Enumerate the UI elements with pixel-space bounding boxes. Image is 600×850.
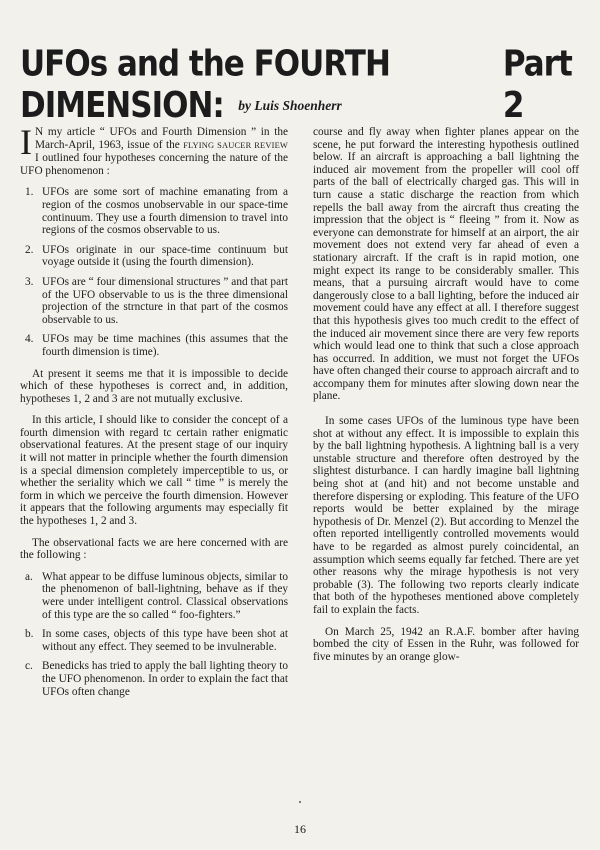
intro-text-a: N my article “ UFOs and Fourth Dimension ” in the March-April, 1963, issue of the: [35, 126, 288, 151]
paragraph-continued: course and fly away when fighter planes appear on the scene, he put forward the interesting hypothesis outlined below. If an aircraft is approaching a ball lightning the induced air movement from the propeller will cool off parts of the ball of electrically charged gas. This will in turn cause a static discharge the reaction from which repells the ball away from the aircraft thus creating the impression that the object is “ fleeing ” from it. Now as everyone can demonstrate for himself at an airport, the air movement does not extend very far ahead of even a stationary aircraft. If the craft is in rapid motion, one might expect its range to be considerably smaller. This means, that a pursuing aircraft would have to come dangerously close to a ball lighting, before the induced air movement could have any effect at all. I therefore suggest that this hypothesis gives too much credit to the effect of the induced air movement since there are very few reports which would lead one to think that such a close approach has occurred. In addition, we must not forget the UFOs have often changed their course to approach aircraft and to accompany them for minutes after slowing down near the plane.: [313, 126, 579, 403]
list-item: [20, 660, 288, 698]
intro-paragraph: [20, 122, 289, 177]
intro-text-b: I outlined four hypotheses concerning the nature of the UFO phenomenon :: [20, 152, 288, 177]
paragraph-march: On March 25, 1942 an R.A.F. bomber after having bombed the city of Essen in the Ruhr, was followed for five minutes by an orange glow-: [313, 625, 579, 663]
print-speck: [299, 801, 301, 803]
list-letter: c.: [25, 660, 33, 673]
list-text: UFOs may be time machines (this assumes that the fourth dimension is time).: [42, 333, 288, 358]
hypotheses-list: [20, 186, 288, 358]
drop-cap: I: [20, 122, 32, 162]
page-number: 16: [294, 822, 306, 836]
magazine-name: FLYING SAUCER REVIEW: [183, 140, 289, 150]
left-column: [20, 122, 289, 707]
list-number: 3.: [25, 275, 34, 288]
byline: by Luis Shoenherr: [238, 98, 342, 113]
list-text: In some cases, objects of this type have been shot at without any effect. They seemed to be invulnerable.: [42, 628, 288, 653]
article-title: UFOs and the FOURTH DIMENSION:: [20, 43, 390, 126]
article-part-label: Part 2: [502, 43, 572, 126]
paragraph-present: At present it seems me that it is impossible to decide which of these hypotheses is correct and, in addition, hypotheses 1, 2 and 3 are not mutually exclusive.: [20, 367, 288, 405]
list-number: 2.: [25, 243, 34, 256]
list-item: [20, 628, 288, 653]
list-text: UFOs are some sort of machine emanating from a region of the cosmos unobservable in our space-time continuum. They use a fourth dimension to travel into regions of the cosmos observable to us.: [42, 186, 288, 237]
list-text: What appear to be diffuse luminous objects, similar to the phenomenon of ball-lightning, behave as if they were under intelligent control. Classical observations of this type are the so called “ foo-fighters.”: [42, 570, 288, 621]
list-item: [20, 276, 288, 326]
list-item: [20, 571, 288, 621]
list-item: [20, 186, 288, 236]
list-item: [20, 333, 288, 358]
list-text: UFOs originate in our space-time continuum but voyage outside it (using the fourth dimension).: [42, 243, 288, 269]
right-column: [313, 126, 579, 672]
paragraph-luminous: In some cases UFOs of the luminous type have been shot at without any effect. It is impossible to explain this by the ball lightning hypothesis. A lightning ball is a very unstable structure and therefore often destroyed by the slightest disturbance. I can hardly imagine ball lightning being shot at (and hit) and not become unstable and therefore dispersing or exploding. This feature of the UFO reports would be better explained by the mirage hypothesis of Dr. Menzel (2). But according to Menzel the often reported intelligently controlled movements would have to be regarded as almost purely coincidental, an assumption which seems equally far fetched. There are yet other reasons why the mirage hypothesis is not very probable (3). The following two reports clearly indicate that both of the hypotheses mentioned above completely fail to explain the facts.: [313, 415, 579, 616]
list-text: UFOs are “ four dimensional structures ” and that part of the UFO observable to us is the three dimensional projection of the strncture in that part of the cosmos observable to us.: [42, 275, 288, 326]
paragraph-article: In this article, I should like to consider the concept of a fourth dimension with regard tc certain rather enigmatic observational features. At the present stage of our inquiry it will not matter in principle whether the fourth dimension is a special dimension completely imperceptible to us, or whether the seriality which we call “ time ” is merely the form in which we perceive the fourth dimension. However it appears that the following arguments may especially fit the hypotheses 1, 2 and 3.: [20, 414, 288, 528]
list-number: 4.: [25, 333, 34, 346]
title-row: [20, 43, 585, 126]
list-number: 1.: [25, 186, 34, 199]
list-item: [20, 244, 288, 269]
observations-list: [20, 571, 288, 698]
list-letter: b.: [25, 628, 34, 641]
paragraph-facts: The observational facts we are here concerned with are the following :: [20, 536, 288, 562]
list-text: Benedicks has tried to apply the ball lighting theory to the UFO phenomenon. In order to explain the fact that UFOs often change: [42, 660, 288, 698]
list-letter: a.: [25, 570, 33, 583]
